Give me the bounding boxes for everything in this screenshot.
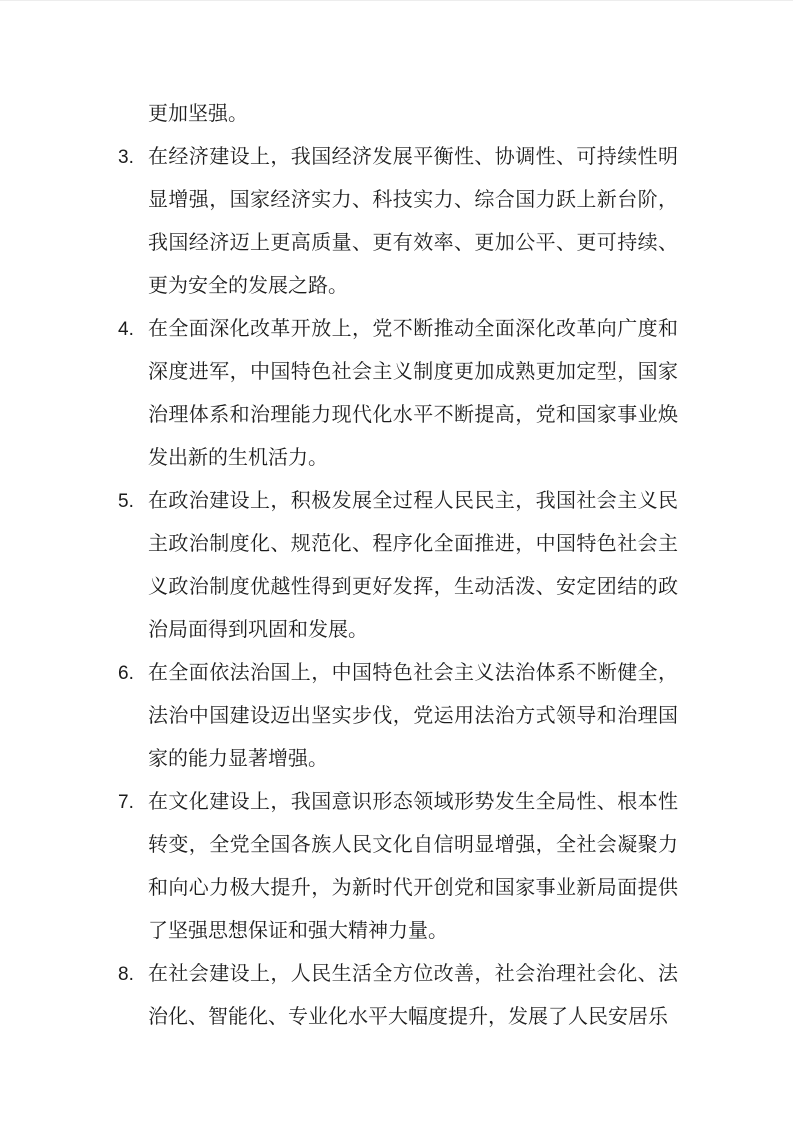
item-text: 在全面深化改革开放上，党不断推动全面深化改革向广度和深度进军，中国特色社会主义制度更加成熟更加定型，国家治理体系和治理能力现代化水平不断提高，党和国家事业焕发出新的生机活力。 [148,318,678,469]
item-text: 在文化建设上，我国意识形态领域形势发生全局性、根本性转变，全党全国各族人民文化自信明显增强，全社会凝聚力和向心力极大提升，为新时代开创党和国家事业新局面提供了坚强思想保证和强大精神力量。 [148,791,678,942]
item-number: 5. [118,491,134,512]
item-text: 在政治建设上，积极发展全过程人民民主，我国社会主义民主政治制度化、规范化、程序化全面推进，中国特色社会主义政治制度优越性得到更好发挥，生动活泼、安定团结的政治局面得到巩固和发展。 [148,490,678,641]
list-item [118,652,678,781]
list-item [118,136,678,308]
item-number: 4. [118,319,134,340]
item-number: 3. [118,147,134,168]
paragraph-continuation: 更加坚强。 [148,103,248,125]
list-item [118,480,678,652]
item-number: 8. [118,964,134,985]
list-item [118,781,678,953]
document-body [118,93,678,1039]
item-text: 在经济建设上，我国经济发展平衡性、协调性、可持续性明显增强，国家经济实力、科技实力、综合国力跃上新台阶，我国经济迈上更高质量、更有效率、更加公平、更可持续、更为安全的发展之路。 [148,146,678,297]
item-number: 7. [118,792,134,813]
list-item [118,953,678,1039]
item-text: 在全面依法治国上，中国特色社会主义法治体系不断健全，法治中国建设迈出坚实步伐，党运用法治方式领导和治理国家的能力显著增强。 [148,662,678,770]
list-item [118,308,678,480]
item-text: 在社会建设上，人民生活全方位改善，社会治理社会化、法治化、智能化、专业化水平大幅度提升，发展了人民安居乐 [148,963,678,1028]
item-number: 6. [118,663,134,684]
